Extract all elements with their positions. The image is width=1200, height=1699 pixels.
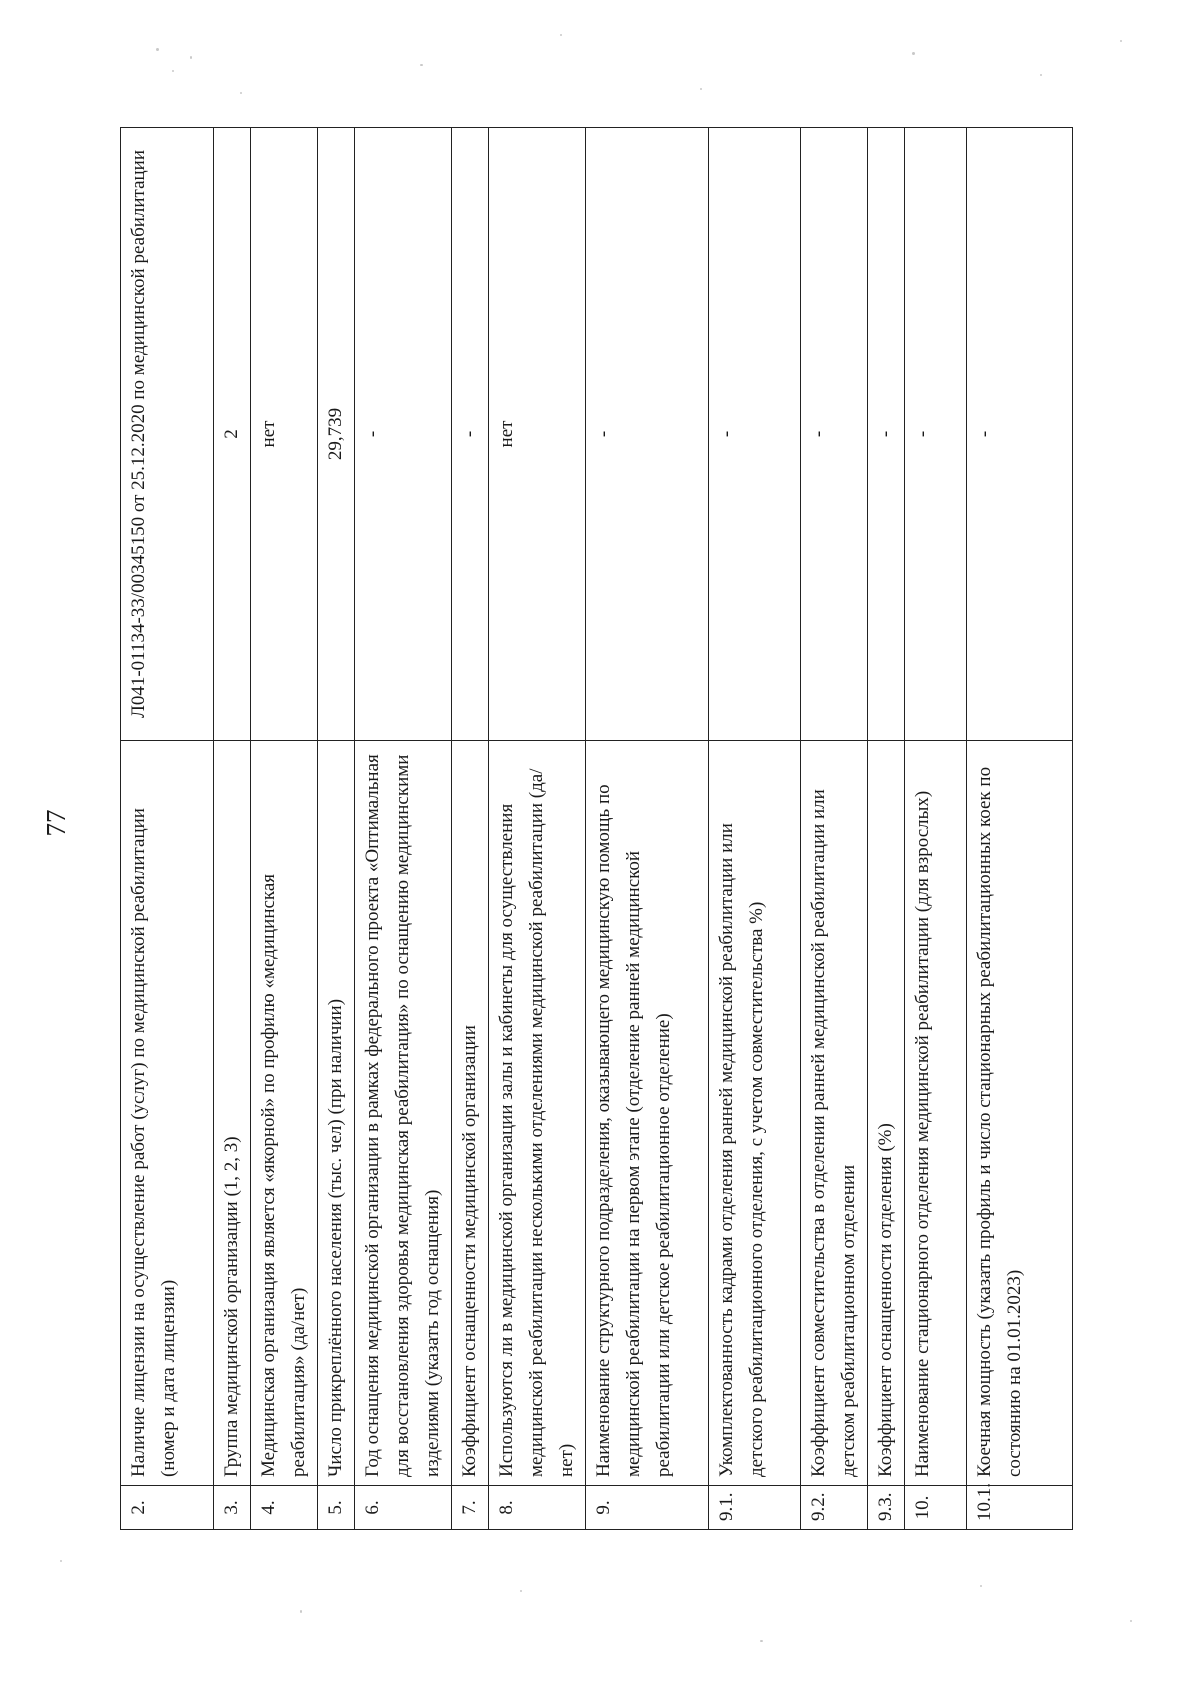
row-label: Число прикреплённого населения (тыс. чел) (при наличии) bbox=[318, 741, 355, 1486]
rotated-table-frame bbox=[120, 128, 1034, 1530]
row-number: 9. bbox=[586, 1486, 709, 1530]
row-label: Медицинская организация является «якорной» по профилю «медицинская реабилитация» (да/нет) bbox=[251, 741, 318, 1486]
scan-speckle bbox=[190, 56, 192, 59]
row-number: 6. bbox=[355, 1486, 452, 1530]
table-row bbox=[967, 128, 1073, 1530]
table-row bbox=[868, 128, 905, 1530]
scan-speckle bbox=[1120, 40, 1122, 42]
row-number: 7. bbox=[452, 1486, 489, 1530]
table-row bbox=[905, 128, 967, 1530]
row-value: 2 bbox=[214, 128, 251, 741]
row-value: - bbox=[452, 128, 489, 741]
row-label: Наименование стационарного отделения медицинской реабилитации (для взрослых) bbox=[905, 741, 967, 1486]
document-table bbox=[120, 127, 1073, 1530]
row-number: 8. bbox=[489, 1486, 586, 1530]
row-value: - bbox=[905, 128, 967, 741]
row-value: - bbox=[355, 128, 452, 741]
scan-speckle bbox=[240, 92, 242, 94]
table-row bbox=[709, 128, 801, 1530]
row-value: 29,739 bbox=[318, 128, 355, 741]
table-row bbox=[355, 128, 452, 1530]
scan-speckle bbox=[700, 88, 702, 90]
scan-speckle bbox=[912, 52, 915, 55]
row-number: 3. bbox=[214, 1486, 251, 1530]
row-label: Коэффициент оснащенности отделения (%) bbox=[868, 741, 905, 1486]
scan-speckle bbox=[420, 64, 423, 66]
scan-speckle bbox=[156, 48, 159, 51]
row-number: 9.1. bbox=[709, 1486, 801, 1530]
page-number: 77 bbox=[41, 809, 71, 837]
scan-speckle bbox=[980, 1585, 982, 1587]
row-value: нет bbox=[251, 128, 318, 741]
scan-speckle bbox=[560, 34, 562, 36]
row-number: 4. bbox=[251, 1486, 318, 1530]
row-label: Коечная мощность (указать профиль и число стационарных реабилитационных коек по состоянию на 01.01.2023) bbox=[967, 741, 1073, 1486]
table-row bbox=[251, 128, 318, 1530]
row-number: 10.1. bbox=[967, 1486, 1073, 1530]
row-value: - bbox=[709, 128, 801, 741]
scan-speckle bbox=[60, 1560, 62, 1562]
table-row bbox=[214, 128, 251, 1530]
table-row bbox=[452, 128, 489, 1530]
scan-speckle bbox=[1130, 1620, 1132, 1622]
row-number: 10. bbox=[905, 1486, 967, 1530]
row-label: Коэффициент совместительства в отделении ранней медицинской реабилитации или детском реабилитационном отделении bbox=[801, 741, 868, 1486]
row-value: - bbox=[967, 128, 1073, 741]
row-label: Наличие лицензии на осуществление работ (услуг) по медицинской реабилитации (номер и дата лицензии) bbox=[121, 741, 214, 1486]
row-number: 5. bbox=[318, 1486, 355, 1530]
scan-speckle bbox=[1040, 74, 1042, 76]
table-row bbox=[801, 128, 868, 1530]
row-label: Укомплектованность кадрами отделения ранней медицинской реабилитации или детского реабилитационного отделения, с учетом совместительства %) bbox=[709, 741, 801, 1486]
row-value: Л041-01134-33/00345150 от 25.12.2020 по медицинской реабилитации bbox=[121, 128, 214, 741]
row-value: нет bbox=[489, 128, 586, 741]
scan-speckle bbox=[760, 1640, 763, 1642]
row-number: 2. bbox=[121, 1486, 214, 1530]
row-value: - bbox=[586, 128, 709, 741]
row-number: 9.3. bbox=[868, 1486, 905, 1530]
row-value: - bbox=[801, 128, 868, 741]
table-row bbox=[586, 128, 709, 1530]
scan-speckle bbox=[172, 70, 174, 72]
table-row bbox=[489, 128, 586, 1530]
scan-speckle bbox=[300, 1610, 302, 1613]
row-label: Год оснащения медицинской организации в рамках федерального проекта «Оптимальная для восстановления здоровья медицинская реабилитация» по оснащению медицинскими изделиями (указать год оснащения) bbox=[355, 741, 452, 1486]
row-number: 9.2. bbox=[801, 1486, 868, 1530]
table-row bbox=[121, 128, 214, 1530]
row-label: Используются ли в медицинской организации залы и кабинеты для осуществления медицинской реабилитации несколькими отделениями медицинской реабилитации (да/нет) bbox=[489, 741, 586, 1486]
row-label: Группа медицинской организации (1, 2, 3) bbox=[214, 741, 251, 1486]
row-label: Коэффициент оснащенности медицинской организации bbox=[452, 741, 489, 1486]
row-label: Наименование структурного подразделения, оказывающего медицинскую помощь по медицинской реабилитации на первом этапе (отделение ранней медицинской реабилитации или детское реабилитационное отделение) bbox=[586, 741, 709, 1486]
table-row bbox=[318, 128, 355, 1530]
scan-speckle bbox=[520, 1590, 522, 1592]
row-value: - bbox=[868, 128, 905, 741]
